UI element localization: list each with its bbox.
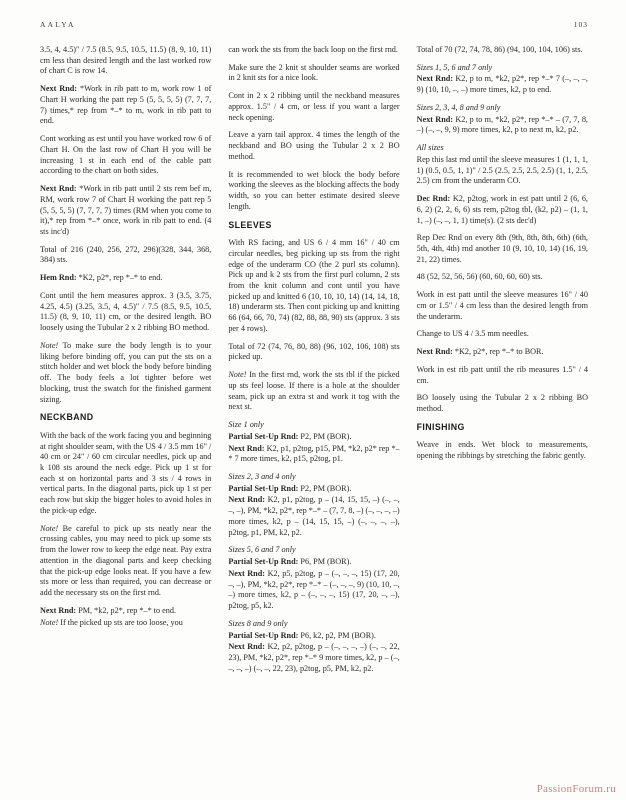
paragraph-text: With the back of the work facing you and beginning at right shoulder seam, with the US 4 / 3.5 mm 16" / 40 cm or 24" / 60 cm circular needles, pick up and k 108 sts around the neck edge. Pick up 1 st for each st on horizontal parts and 3 sts / 4 rows in vertical parts. In the diagonal parts, pick up 1 st per each row but skip the bigger holes to avoid holes in the pick-up edge. bbox=[40, 430, 212, 515]
paragraph bbox=[228, 45, 399, 56]
paragraph-text: K2, p2tog, work in est patt until 2 (6, 6, 6, 2) (2, 2, 6, 6) sts rem, p2tog tbl, (k2, p2) – (1, 1, 1, –) (–, –, 1, 1) time(s). (2 sts dec'd) bbox=[416, 194, 588, 225]
paragraph-text: P6, k2, p2, PM (BOR). bbox=[300, 630, 376, 640]
paragraph bbox=[40, 291, 211, 334]
paragraph bbox=[417, 155, 588, 187]
paragraph bbox=[40, 606, 211, 617]
paragraph bbox=[417, 194, 588, 226]
paragraph bbox=[228, 342, 399, 363]
paragraph-text: Make sure the 2 knit st shoulder seams are worked in 2 knit sts for a nice look. bbox=[228, 62, 400, 83]
paragraph bbox=[40, 184, 211, 238]
paragraph-text: Cont working as est until you have worked row 6 of Chart H. On the last row of Chart H you will be increasing 1 st in each end of the cable patt according to the chart on both sides. bbox=[40, 134, 212, 176]
paragraph-text: Weave in ends. Wet block to measurements, opening the ribbings by stretching the fabric gently. bbox=[416, 440, 588, 461]
note-label: Note! bbox=[40, 617, 61, 627]
instruction-label: Next Rnd: bbox=[40, 84, 80, 94]
instruction-label: Next Rnd: bbox=[416, 74, 456, 84]
note-label: Note! bbox=[228, 370, 250, 380]
paragraph bbox=[417, 115, 588, 136]
paragraph bbox=[417, 45, 588, 56]
instruction-label: Partial Set-Up Rnd: bbox=[228, 557, 301, 567]
paragraph bbox=[417, 290, 588, 322]
paragraph bbox=[228, 63, 399, 84]
size-note bbox=[417, 143, 588, 154]
watermark: PassionForum.ru bbox=[536, 783, 616, 795]
size-note bbox=[417, 103, 588, 114]
paragraph bbox=[417, 233, 588, 265]
column-1 bbox=[40, 45, 211, 682]
page-number: 103 bbox=[573, 20, 588, 29]
paragraph bbox=[417, 440, 588, 461]
paragraph-text: K2, p1, p2tog, p15, PM, *k2, p2* rep *–* 7 more times, k2, p15, p2tog, p1. bbox=[228, 443, 400, 464]
paragraph-text: P2, PM (BOR). bbox=[300, 483, 352, 493]
paragraph bbox=[40, 618, 211, 629]
paragraph-text: Leave a yarn tail approx. 4 times the length of the neckband and BO using the Tubular 2 x 2 BO method. bbox=[228, 130, 400, 161]
note-label: Note! bbox=[40, 523, 63, 533]
paragraph bbox=[228, 130, 399, 162]
column-3 bbox=[417, 45, 588, 682]
instruction-label: Partial Set-Up Rnd: bbox=[228, 483, 301, 493]
paragraph-text: K2, p2, p2tog, p – (–, –, –, –) (–, –, 22, 23), PM, *k2, p2*, rep *–* 9 more times, k2, p – (–, –, –, –) (–, –, 22, 23), p2tog, p5, PM, k2, p2. bbox=[228, 642, 400, 673]
instruction-label: Next Rnd: bbox=[228, 568, 268, 578]
paragraph bbox=[228, 495, 399, 538]
paragraph-text: P2, PM (BOR). bbox=[300, 431, 352, 441]
paragraph-text: Rep Dec Rnd on every 8th (9th, 8th, 8th, 6th) (6th, 5th, 4th, 4th) rnd another 10 (9, 10, 10, 14) (16, 19, 21, 22) times. bbox=[416, 233, 588, 264]
paragraph bbox=[228, 432, 399, 443]
paragraph bbox=[40, 341, 211, 405]
paragraph-text: K2, p5, p2tog, p – (–, –, –, 15) (17, 20, –, –), PM, *k2, p2*, rep *–* – (–, –, –, 9) (10, 10, –, –) more times, k2, p – (–, –, –, 15) (17, 20, –, –), p2tog, p5, k2. bbox=[228, 568, 400, 611]
paragraph-text: Size 1 only bbox=[228, 420, 264, 430]
section-heading-sleeves: SLEEVES bbox=[228, 219, 272, 230]
paragraph-text: Change to US 4 / 3.5 mm needles. bbox=[416, 329, 529, 339]
paragraph bbox=[228, 370, 399, 413]
paragraph-text: Cont in 2 x 2 ribbing until the neckband measures approx. 1.5" / 4 cm, or less if you want a larger neck opening. bbox=[228, 91, 400, 122]
size-note bbox=[228, 619, 399, 630]
paragraph-text: Sizes 5, 6 and 7 only bbox=[228, 545, 296, 555]
paragraph-text: Sizes 2, 3 and 4 only bbox=[228, 472, 296, 482]
instruction-label: Partial Set-Up Rnd: bbox=[228, 630, 301, 640]
column-2 bbox=[228, 45, 399, 682]
text-columns bbox=[40, 45, 588, 682]
paragraph bbox=[417, 347, 588, 358]
section-heading-neckband: NECKBAND bbox=[40, 412, 94, 423]
paragraph-text: K2, p1, p2tog, p – (14, 15, 15, –) (–, –, –, –), PM, *k2, p2*, rep *–* – (7, 7, 8, –) (–, –, –, –) more times, k2, p – (14, 15, 15, –) (–, –, –, –), p2tog, p1, PM, k2, p2. bbox=[228, 495, 400, 537]
paragraph bbox=[417, 272, 588, 283]
paragraph-text: Rep this last rnd until the sleeve measures 1 (1, 1, 1, 1) (0.5, 0.5, 1, 1)" / 2.5 (2.5, 2.5, 2.5, 2.5) (1, 1, 2.5, 2.5) cm from the underarm CO. bbox=[416, 154, 588, 186]
paragraph bbox=[228, 444, 399, 465]
paragraph-text: In the first rnd, work the sts tbl if the picked up sts feel loose. If there is a hole at the shoulder seam, pick up an extra st and work it tog with the next st. bbox=[228, 370, 400, 412]
paragraph-text: *Work in rib patt until 2 sts rem bef m, RM, work row 7 of Chart H working the patt rep 5 (5, 5, 5, 5) (7, 7, 7, 7) times (RM when you come to it),* rep from *–* once, work in rib patt to end. (4 sts inc'd) bbox=[40, 184, 212, 237]
page-header bbox=[40, 20, 588, 29]
paragraph bbox=[40, 245, 211, 266]
paragraph-text: *K2, p2*, rep *–* to BOR. bbox=[454, 347, 544, 357]
paragraph-text: P6, PM (BOR). bbox=[300, 557, 352, 567]
paragraph bbox=[40, 134, 211, 177]
paragraph-text: K2, p to m, *k2, p2*, rep *–* – (7, 7, 8, –) (–, –, 9, 9) more times, k2, p to next m, k2, p2. bbox=[416, 114, 588, 135]
instruction-label: Next Rnd: bbox=[228, 495, 268, 505]
paragraph-text: *Work in rib patt to m, work row 1 of Chart H working the patt rep 5 (5, 5, 5, 5) (7, 7, 7, 7) times,* rep from *–* to m, work in rib patt to end. bbox=[40, 84, 212, 126]
running-header: AALYA bbox=[40, 20, 76, 29]
paragraph bbox=[40, 273, 211, 284]
paragraph-text: Work in est patt until the sleeve measures 16" / 40 cm or 1.5" / 4 cm less than the desired length from the underarm. bbox=[416, 290, 588, 321]
paragraph-text: 48 (52, 52, 56, 56) (60, 60, 60, 60) sts. bbox=[416, 272, 543, 282]
paragraph-text: Cont until the hem measures approx. 3 (3.5, 3.75, 4.25, 4.5) (3.25, 3.5, 4, 4.5)" / 7.5 (8.5, 9.5, 10.5, 11.5) (8, 9, 10, 11) cm, or the desired length. BO loosely using the Tubular 2 x 2 ribbing BO method. bbox=[40, 290, 212, 333]
instruction-label: Next Rnd: bbox=[228, 642, 268, 652]
size-note bbox=[417, 63, 588, 74]
paragraph-text: With RS facing, and US 6 / 4 mm 16" / 40 cm circular needles, beg picking up sts from the right edge of the underarm CO (the 2 purl sts column). Pick up and k 2 sts from the first purl column, 2 sts from the knit column and cont until you have picked up and knitted 6 (10, 10, 10, 14) (14, 14, 18, 18) underarm sts. Then cont picking up and knitting 66 (64, 66, 70, 74) (82, 88, 88, 90) sts (approx. 3 sts per 4 rows). bbox=[228, 238, 400, 333]
paragraph bbox=[40, 431, 211, 517]
paragraph-text: It is recommended to wet block the body before working the sleeves as the blocking affects the body width, so you can better estimate desired sleeve length. bbox=[228, 169, 400, 211]
paragraph-text: All sizes bbox=[416, 143, 444, 153]
paragraph-text: To make sure the body length is to your liking before binding off, you can put the sts on a stitch holder and wet block the body before binding off. The body feels a lot tighter before wet blocking, trust the swatch for the finished garment sizing. bbox=[40, 340, 212, 404]
size-note bbox=[228, 545, 399, 556]
paragraph bbox=[228, 170, 399, 213]
size-note bbox=[228, 420, 399, 431]
paragraph bbox=[228, 631, 399, 642]
size-note bbox=[228, 472, 399, 483]
paragraph bbox=[228, 91, 399, 123]
paragraph-text: Be careful to pick up sts neatly near the crossing cables, you may need to pick up some sts from the lower row to keep the edge neat. Pay extra attention in the diagonal parts and keep checking that the pick-up edge looks neat. If you have a few sts more or less than required, you can decrease or add the necessary sts on the first rnd. bbox=[40, 523, 212, 598]
section-heading-finishing: FINISHING bbox=[416, 421, 465, 432]
paragraph bbox=[228, 569, 399, 612]
paragraph-text: *K2, p2*, rep *–* to end. bbox=[78, 273, 163, 283]
paragraph bbox=[228, 642, 399, 674]
instruction-label: Next Rnd: bbox=[228, 443, 267, 453]
paragraph-text: Work in est rib patt until the rib measures 1.5" / 4 cm. bbox=[416, 364, 588, 385]
paragraph-text: If the picked up sts are too loose, you bbox=[60, 617, 183, 627]
instruction-label: Dec Rnd: bbox=[416, 194, 453, 204]
paragraph-text: Total of 70 (72, 74, 78, 86) (94, 100, 104, 106) sts. bbox=[416, 45, 583, 54]
paragraph-text: can work the sts from the back loop on the first rnd. bbox=[228, 45, 398, 54]
paragraph-text: 3.5, 4, 4.5)" / 7.5 (8.5, 9.5, 10.5, 11.5) (8, 9, 10, 11) cm less than desired length and the last worked row of chart C is row 14. bbox=[40, 45, 212, 76]
paragraph-text: BO loosely using the Tubular 2 x 2 ribbing BO method. bbox=[416, 393, 588, 414]
paragraph bbox=[417, 329, 588, 340]
paragraph bbox=[417, 74, 588, 95]
paragraph bbox=[40, 45, 211, 77]
paragraph-text: Total of 216 (240, 256, 272, 296)(328, 344, 368, 384) sts. bbox=[40, 244, 212, 265]
paragraph bbox=[40, 524, 211, 599]
paragraph bbox=[417, 393, 588, 414]
paragraph bbox=[417, 365, 588, 386]
instruction-label: Partial Set-Up Rnd: bbox=[228, 431, 301, 441]
paragraph bbox=[228, 238, 399, 335]
paragraph-text: Sizes 8 and 9 only bbox=[228, 618, 288, 628]
paragraph-text: Sizes 2, 3, 4, 8 and 9 only bbox=[416, 102, 501, 112]
instruction-label: Next Rnd: bbox=[416, 114, 456, 124]
instruction-label: Next Rnd: bbox=[40, 184, 80, 194]
paragraph-text: Sizes 1, 5, 6 and 7 only bbox=[416, 62, 493, 72]
paragraph-text: PM, *k2, p2*, rep *–* to end. bbox=[78, 605, 177, 615]
paragraph-text: Total of 72 (74, 76, 80, 88) (96, 102, 106, 108) sts picked up. bbox=[228, 341, 400, 362]
instruction-label: Next Rnd: bbox=[40, 605, 79, 615]
instruction-label: Hem Rnd: bbox=[40, 273, 79, 283]
paragraph bbox=[228, 557, 399, 568]
note-label: Note! bbox=[40, 340, 63, 350]
paragraph bbox=[228, 484, 399, 495]
instruction-label: Next Rnd: bbox=[416, 347, 455, 357]
paragraph bbox=[40, 84, 211, 127]
paragraph-text: K2, p to m, *k2, p2*, rep *–* 7 (–, –, –, 9) (10, 10, –, –) more times, k2, p to end. bbox=[416, 74, 588, 95]
